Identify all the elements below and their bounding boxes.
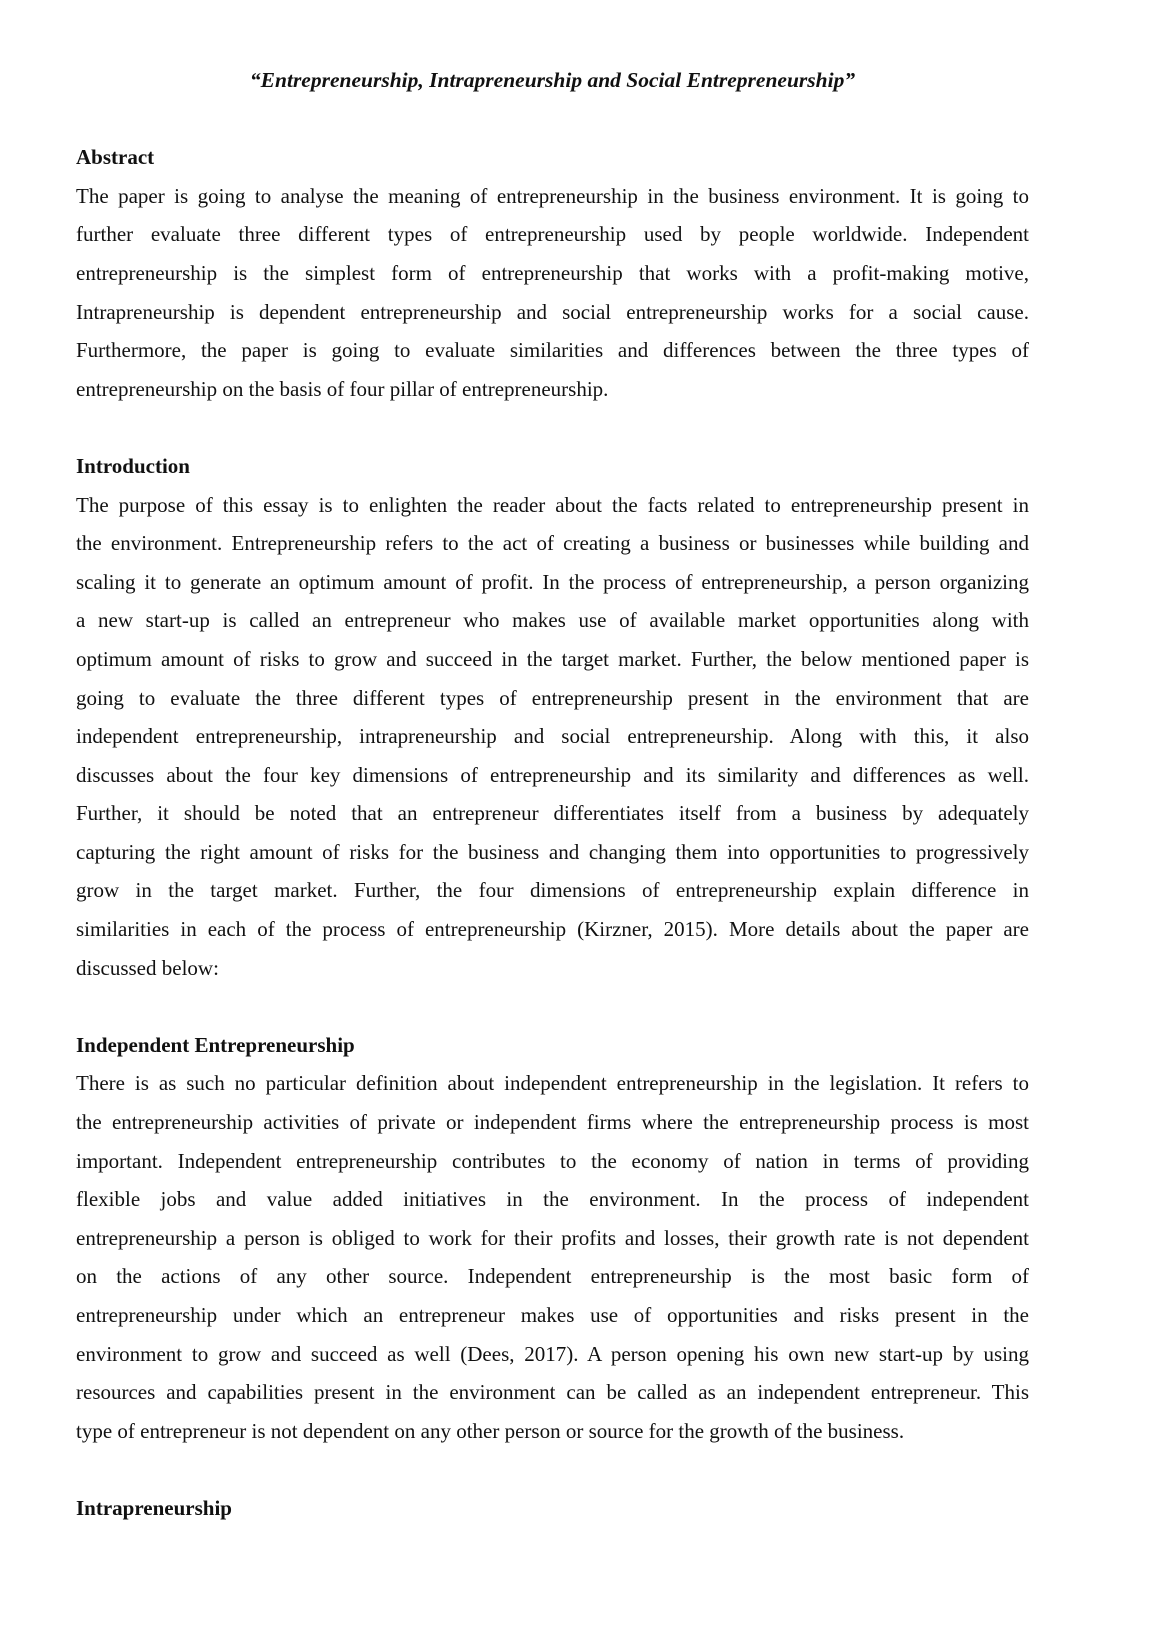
paragraph-line: similarities in each of the process of entrepreneurship (Kirzner, 2015). More details about the paper are [76, 917, 1029, 942]
paragraph [76, 1064, 1029, 1450]
spacer [76, 987, 1029, 1026]
section-heading: Intrapreneurship [76, 1495, 232, 1520]
paragraph-line: entrepreneurship under which an entrepreneur makes use of opportunities and risks present in the [76, 1303, 1029, 1327]
section-heading: Independent Entrepreneurship [76, 1032, 355, 1057]
paragraph-line: the entrepreneurship activities of private or independent firms where the entrepreneurship process is most [76, 1110, 1029, 1135]
spacer [76, 408, 1029, 447]
paragraph-line: grow in the target market. Further, the four dimensions of entrepreneurship explain difference in [76, 878, 1029, 903]
paragraph-line: Furthermore, the paper is going to evaluate similarities and differences between the three types of [76, 338, 1029, 363]
paragraph-line: discusses about the four key dimensions of entrepreneurship and its similarity and differences as well. [76, 762, 1029, 787]
document-page [76, 61, 1029, 1528]
paragraph-line: important. Independent entrepreneurship contributes to the economy of nation in terms of providing [76, 1148, 1029, 1173]
paragraph-line: Intrapreneurship is dependent entrepreneurship and social entrepreneurship works for a social cause. [76, 299, 1029, 324]
paragraph-line: the environment. Entrepreneurship refers to the act of creating a business or businesses while building and [76, 531, 1029, 556]
paragraph-line: There is as such no particular definition about independent entrepreneurship in the legislation. It refers to [76, 1071, 1029, 1096]
paragraph-line: further evaluate three different types of entrepreneurship used by people worldwide. Independent [76, 222, 1029, 247]
spacer [76, 1450, 1029, 1489]
paragraph-line: going to evaluate the three different types of entrepreneurship present in the environment that are [76, 685, 1029, 710]
paragraph-line: environment to grow and succeed as well (Dees, 2017). A person opening his own new start-up by using [76, 1341, 1029, 1366]
paragraph [76, 177, 1029, 409]
section-intrapreneurship [76, 1489, 1029, 1528]
section-heading: Abstract [76, 145, 155, 170]
paragraph-line: scaling it to generate an optimum amount of profit. In the process of entrepreneurship, a person organizing [76, 569, 1029, 594]
paragraph-line: type of entrepreneur is not dependent on any other person or source for the growth of the business. [76, 1418, 905, 1443]
spacer [76, 100, 1029, 139]
paragraph-line: optimum amount of risks to grow and succeed in the target market. Further, the below mentioned paper is [76, 646, 1029, 671]
paragraph-line: entrepreneurship a person is obliged to work for their profits and losses, their growth rate is not dependent [76, 1225, 1029, 1250]
paragraph-line: capturing the right amount of risks for the business and changing them into opportunities to progressively [76, 839, 1029, 864]
paragraph-line: entrepreneurship is the simplest form of entrepreneurship that works with a profit-making motive, [76, 260, 1029, 285]
paragraph-line: discussed below: [76, 955, 219, 980]
section-heading: Introduction [76, 453, 190, 478]
paragraph-line: a new start-up is called an entrepreneur who makes use of available market opportunities along with [76, 608, 1029, 633]
section-independent-entrepreneurship [76, 1026, 1029, 1451]
paragraph [76, 486, 1029, 988]
paragraph-line: flexible jobs and value added initiatives in the environment. In the process of independent [76, 1187, 1029, 1212]
section-abstract [76, 138, 1029, 408]
paragraph-line: Further, it should be noted that an entrepreneur differentiates itself from a business by adequately [76, 801, 1029, 826]
section-introduction [76, 447, 1029, 987]
paragraph-line: on the actions of any other source. Independent entrepreneurship is the most basic form of [76, 1264, 1029, 1289]
paragraph-line: The paper is going to analyse the meaning of entrepreneurship in the business environment. It is going to [76, 183, 1029, 208]
document-title: “Entrepreneurship, Intrapreneurship and Social Entrepreneurship” [249, 68, 856, 92]
paragraph-line: independent entrepreneurship, intrapreneurship and social entrepreneurship. Along with this, it also [76, 724, 1029, 749]
paragraph-line: entrepreneurship on the basis of four pillar of entrepreneurship. [76, 376, 609, 401]
paragraph-line: resources and capabilities present in the environment can be called as an independent entrepreneur. This [76, 1380, 1029, 1405]
paragraph-line: The purpose of this essay is to enlighten the reader about the facts related to entrepreneurship present in [76, 492, 1029, 517]
